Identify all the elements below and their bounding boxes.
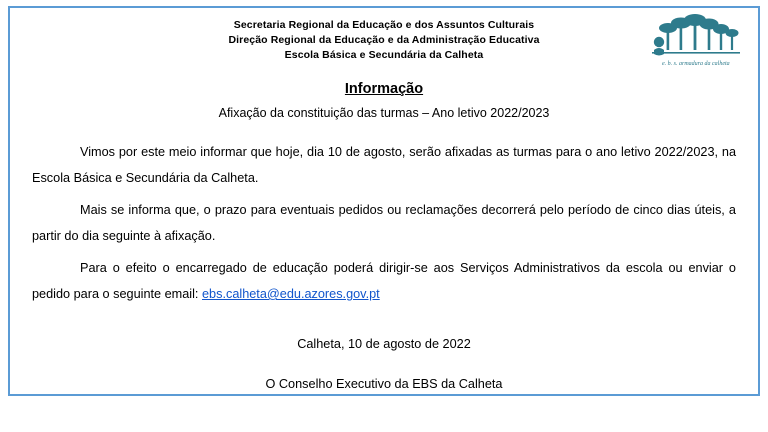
email-link[interactable]: ebs.calheta@edu.azores.gov.pt [202, 287, 380, 301]
school-logo [648, 12, 744, 74]
place-date: Calheta, 10 de agosto de 2022 [297, 337, 471, 351]
spacer [10, 361, 758, 367]
paragraph-1: Vimos por este meio informar que hoje, dia 10 de agosto, serão afixadas as turmas para o ano letivo 2022/2023, na Escola Básica e Secundária da Calheta. [32, 145, 736, 185]
header-line-1: Secretaria Regional da Educação e dos Assuntos Culturais [233, 19, 535, 31]
page-title: Informação [344, 81, 424, 97]
header-line-2: Direção Regional da Educação e da Administração Educativa [228, 34, 540, 46]
logo-caption: e. b. s. armadura da calheta [662, 61, 730, 67]
title-block [10, 79, 758, 123]
document-header [10, 8, 758, 67]
header-line-3: Escola Básica e Secundária da Calheta [284, 49, 484, 61]
paragraph-3-text: Para o efeito o encarregado de educação poderá dirigir-se aos Serviços Administrativos da escola ou enviar o pedido para o seguinte email: [32, 261, 736, 301]
page-subtitle: Afixação da constituição das turmas – Ano letivo 2022/2023 [218, 106, 550, 120]
notice-box [8, 6, 760, 396]
paragraph-3 [32, 255, 736, 307]
document-body [32, 139, 736, 307]
signature: O Conselho Executivo da EBS da Calheta [265, 377, 503, 391]
closing-block [10, 329, 758, 399]
paragraph-2: Mais se informa que, o prazo para eventuais pedidos ou reclamações decorrerá pelo período de cinco dias úteis, a partir do dia seguinte à afixação. [32, 203, 736, 243]
